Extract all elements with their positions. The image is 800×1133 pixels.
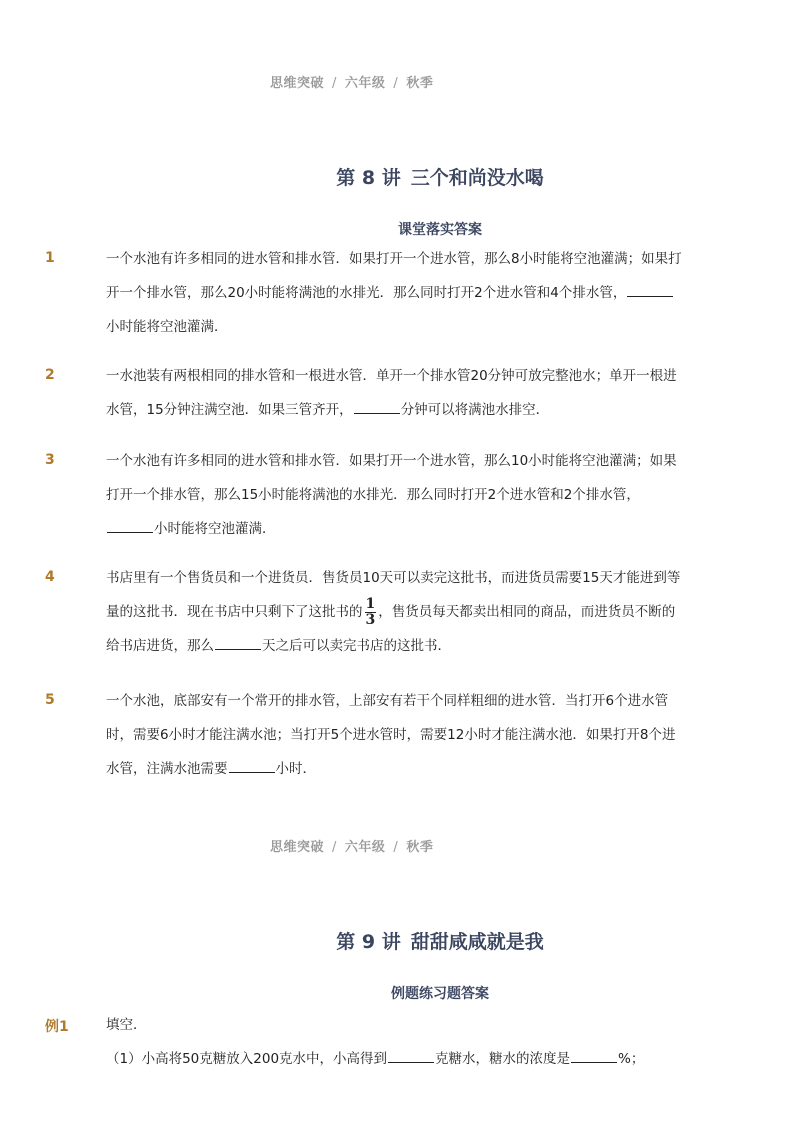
lesson9-name: 甜甜咸咸就是我 — [410, 931, 544, 953]
answer-blank — [215, 635, 261, 650]
answer-blank — [388, 1048, 434, 1063]
lesson8-section-title: 课堂落实答案 — [398, 222, 482, 238]
question-line: 一个水池有许多相同的进水管和排水管．如果打开一个进水管，那么10小时能将空池灌满；如果 — [106, 453, 677, 469]
fraction-one-third: $\frac{1}{3}$ — [365, 595, 376, 628]
question-line: 小时能将空池灌满． — [106, 319, 228, 335]
question-line: 小时能将空池灌满． — [106, 512, 716, 546]
lesson9-number: 第 9 讲 — [336, 931, 401, 953]
question-line: 一个水池，底部安有一个常开的排水管，上部安有若干个同样粗细的进水管．当打开6个进水管 — [106, 693, 669, 709]
answer-blank — [571, 1048, 617, 1063]
question-line: 水管，注满水池需要 小时． — [106, 752, 716, 786]
question-line: 打开一个排水管，那么15小时能将满池的水排光．那么同时打开2个进水管和2个排水管， — [106, 487, 640, 503]
header-grade: 六年级 — [344, 76, 386, 91]
answer-blank — [354, 399, 400, 414]
question-line: 量的这批书．现在书店中只剩下了这批书的 $\frac{1}{3}$ ，售货员每天都卖出相同的商品，而进货员不断的 — [106, 595, 676, 628]
example-subquestion: （1）小高将50克糖放入200克水中，小高得到 克糖水，糖水的浓度是 %； — [106, 1042, 716, 1076]
lesson8-name: 三个和尚没水喝 — [410, 167, 544, 189]
question-text — [106, 359, 716, 427]
header-separator: / — [393, 840, 399, 855]
header-term: 秋季 — [406, 76, 434, 91]
header-separator: / — [393, 76, 399, 91]
question-number: 4 — [45, 569, 55, 585]
lesson9-title — [0, 927, 800, 954]
page-header — [270, 836, 433, 855]
question-number: 1 — [45, 250, 55, 266]
header-separator: / — [332, 840, 337, 855]
header-term: 秋季 — [406, 840, 434, 855]
question-line: 水管，15分钟注满空池．如果三管齐开， 分钟可以将满池水排空． — [106, 393, 716, 427]
header-subject: 思维突破 — [270, 76, 325, 91]
answer-blank — [627, 282, 673, 297]
answer-blank — [107, 518, 153, 533]
question-text — [106, 561, 716, 663]
question-text — [106, 444, 716, 546]
lesson9-section-title: 例题练习题答案 — [391, 986, 489, 1002]
answer-blank — [229, 758, 275, 773]
question-line: 开一个排水管，那么20小时能将满池的水排光．那么同时打开2个进水管和4个排水管， — [106, 276, 716, 310]
question-line: 一水池装有两根相同的排水管和一根进水管．单开一个排水管20分钟可放完整池水；单开一根进 — [106, 368, 677, 384]
question-line: 书店里有一个售货员和一个进货员．售货员10天可以卖完这批书，而进货员需要15天才能进到等 — [106, 570, 681, 586]
question-number: 3 — [45, 452, 55, 468]
page-header — [270, 72, 433, 91]
lesson8-title — [0, 163, 800, 190]
question-text — [106, 242, 716, 344]
example-intro: 填空． — [106, 1017, 147, 1033]
question-line: 时，需要6小时才能注满水池；当打开5个进水管时，需要12小时才能注满水池．如果打开8个进 — [106, 727, 676, 743]
example-text — [106, 1008, 716, 1076]
question-number: 2 — [45, 367, 55, 383]
question-number: 5 — [45, 692, 55, 708]
lesson8-number: 第 8 讲 — [336, 167, 401, 189]
header-separator: / — [332, 76, 337, 91]
example-number: 例1 — [45, 1019, 69, 1035]
question-line: 一个水池有许多相同的进水管和排水管．如果打开一个进水管，那么8小时能将空池灌满；如果打 — [106, 251, 682, 267]
question-text — [106, 684, 716, 786]
header-grade: 六年级 — [344, 840, 386, 855]
header-subject: 思维突破 — [270, 840, 325, 855]
question-line: 给书店进货，那么 天之后可以卖完书店的这批书． — [106, 629, 716, 663]
